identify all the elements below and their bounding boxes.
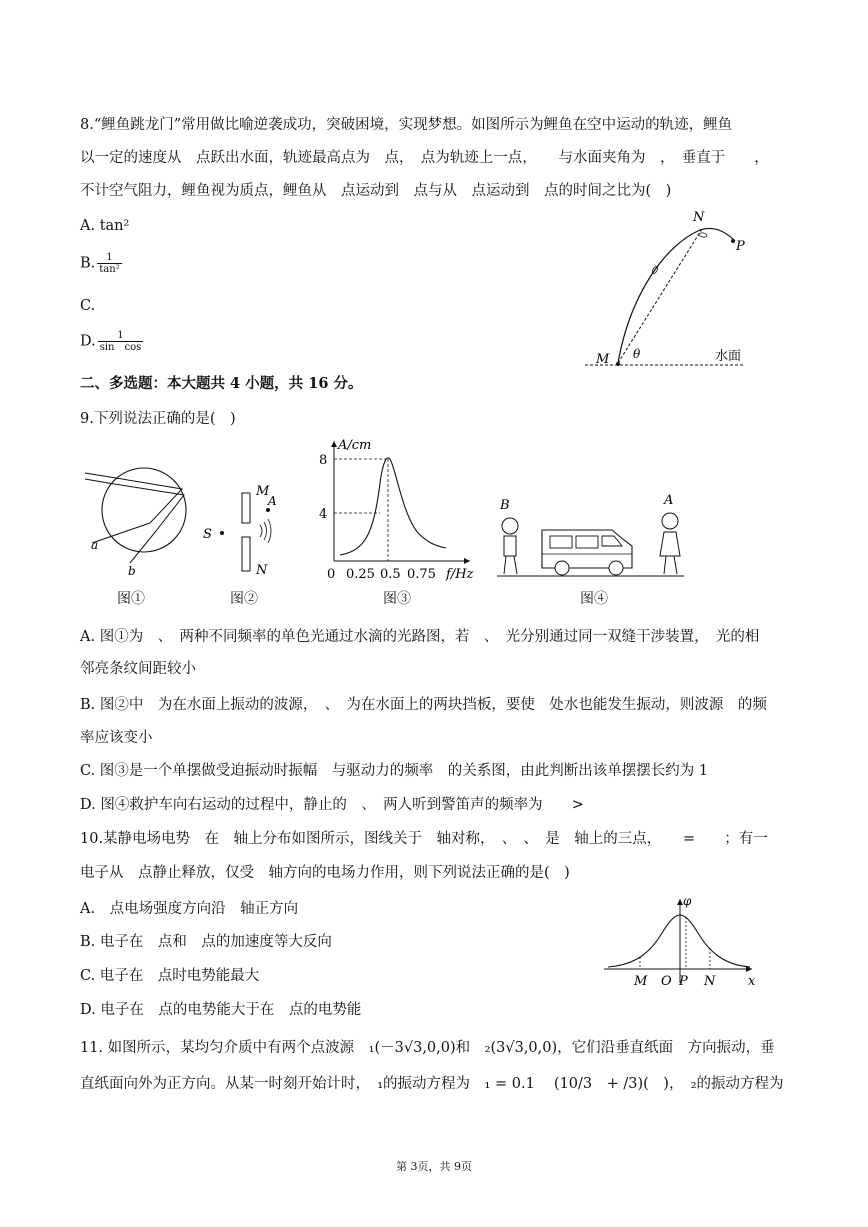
- label-phi: φ: [683, 894, 692, 908]
- refracted-ray-2: [108, 483, 184, 531]
- q10-line1: 10.某静电场电势 在 轴上分布如图所示，图线关于 轴对称， 、 、 是 轴上的三点， = ；有一: [80, 831, 768, 847]
- person-b-head: [502, 518, 518, 534]
- y-axis-arrow: [331, 441, 337, 447]
- label-p: P: [679, 974, 688, 989]
- q9-fig1-caption: 图①: [117, 591, 145, 607]
- y-axis-label: A/cm: [338, 438, 372, 453]
- ambulance-wheel-front: [609, 561, 623, 575]
- q9-option-b-line1: B. 图②中 为在水面上振动的波源， 、 为在水面上的两块挡板，要使 处水也能发生振动，则波源 的频: [80, 697, 767, 713]
- label-a: A: [664, 493, 674, 508]
- exit-ray-a: [92, 523, 150, 543]
- q9-option-a-line1: A. 图①为 、 两种不同频率的单色光通过水滴的光路图，若 、 光分别通过同一双缝干涉装置， 光的相: [80, 629, 760, 645]
- person-b-leg2: [514, 556, 517, 574]
- incident-ray-1: [85, 473, 110, 477]
- resonance-curve: [340, 458, 446, 555]
- label-n: N: [704, 974, 716, 989]
- wave-arc-3: [268, 519, 271, 543]
- q9-option-d: D. 图④救护车向右运动的过程中，静止的 、 两人听到警笛声的频率为 >: [80, 797, 584, 813]
- q9-option-b-line2: 率应该变小: [80, 730, 153, 746]
- trajectory-curve: [618, 228, 735, 363]
- q9-fig1-droplet: [80, 445, 200, 585]
- q8-option-b-fraction: $\frac{1}{\text{tan²}}$: [99, 252, 120, 275]
- q8-option-b: [80, 252, 122, 275]
- x-tick-05: 0.5: [380, 567, 401, 582]
- x-axis-arrow: [464, 558, 470, 564]
- q8-trajectory-figure: [585, 205, 760, 375]
- label-water: 水面: [715, 349, 742, 364]
- label-o: O: [661, 974, 672, 989]
- q10-option-d: D. 电子在 点的电势能大于在 点的电势能: [80, 1002, 362, 1018]
- label-theta: θ: [633, 347, 641, 361]
- q8-option-d-fraction: $\frac{1}{\text{sin cos}}$: [99, 330, 142, 353]
- point-a: [266, 508, 270, 512]
- q9-fig4-caption: 图④: [580, 591, 608, 607]
- q8-line2: 以一定的速度从 点跃出水面，轨迹最高点为 点， 点为轨迹上一点， 与水面夹角为 ， 垂直于 ，: [80, 150, 769, 166]
- label-m: M: [634, 974, 648, 989]
- q9-fig2-caption: 图②: [230, 591, 258, 607]
- label-a: a: [91, 538, 99, 552]
- label-p: P: [736, 239, 745, 254]
- person-a-leg: [664, 556, 666, 574]
- q8-option-d: [80, 330, 143, 353]
- x-tick-075: 0.75: [407, 567, 436, 582]
- q9-fig3-resonance-chart: [310, 433, 490, 583]
- droplet-circle: [102, 468, 186, 552]
- barrier-top: [242, 493, 250, 523]
- incident-ray-2: [85, 479, 108, 483]
- source-s: [220, 531, 224, 535]
- label-m: M: [596, 352, 610, 367]
- q8-line1: 8.“鲤鱼跳龙门”常用做比喻逆袭成功，突破困境，实现梦想。如图所示为鲤鱼在空中运动的轨迹，鲤鱼: [80, 117, 733, 133]
- q9-option-a-line2: 邻亮条纹间距较小: [80, 661, 196, 677]
- label-b: b: [128, 564, 136, 578]
- q8-option-a: A. tan²: [80, 218, 130, 234]
- person-b-body: [504, 536, 516, 556]
- person-a-body: [660, 532, 680, 556]
- label-n: N: [693, 210, 705, 225]
- q9-fig2-slits: [200, 475, 290, 585]
- label-a: A: [268, 494, 277, 508]
- potential-curve: [608, 915, 750, 967]
- mn-dashed-line: [618, 229, 702, 363]
- section-heading-multiple-choice: 二、多选题：本大题共 4 小题，共 16 分。: [80, 375, 363, 392]
- q9-fig4-ambulance: [492, 488, 692, 583]
- q11-line1: 11. 如图所示，某均匀介质中有两个点波源 ₁(－3√3,0,0)和 ₂(3√3,0,0)，它们沿垂直纸面 方向振动，垂: [80, 1040, 775, 1056]
- person-a-head: [662, 513, 678, 529]
- q11-line2: 直纸面向外为正方向。从某一时刻开始计时， ₁的振动方程为 ₁ = 0.1 (10/3 + /3)( )， ₂的振动方程为: [80, 1076, 784, 1092]
- q10-option-a: A. 点电场强度方向沿 轴正方向: [80, 901, 299, 917]
- y-tick-4: 4: [319, 507, 328, 522]
- label-x: x: [748, 974, 756, 989]
- q10-line2: 电子从 点静止释放，仅受 轴方向的电场力作用，则下列说法正确的是( ): [80, 865, 570, 881]
- q9-stem: 9.下列说法正确的是( ): [80, 411, 236, 427]
- page-footer: 第 3页，共 9页: [396, 1160, 472, 1173]
- x-axis-label: f/Hz: [446, 567, 474, 582]
- person-a-leg2: [674, 556, 677, 574]
- q8-line3: 不计空气阻力，鲤鱼视为质点，鲤鱼从 点运动到 点与从 点运动到 点的时间之比为( ): [80, 183, 672, 199]
- wave-arc-1: [260, 525, 262, 537]
- ambulance-windshield: [602, 536, 622, 546]
- refracted-ray-1: [110, 477, 182, 523]
- x-tick-025: 0.25: [346, 567, 375, 582]
- ambulance-window-1: [550, 536, 572, 548]
- barrier-bottom: [242, 537, 250, 571]
- person-b-leg: [504, 556, 506, 574]
- q8-option-b-label: B.: [80, 255, 96, 272]
- x-tick-0: 0: [327, 567, 336, 582]
- label-s: S: [203, 527, 212, 542]
- q8-option-d-label: D.: [80, 333, 96, 350]
- exit-ray-b: [130, 531, 156, 563]
- ambulance-wheel-rear: [555, 561, 569, 575]
- q8-option-c: C.: [80, 298, 96, 314]
- label-b: B: [500, 498, 510, 513]
- q9-option-c: C. 图③是一个单摆做受迫振动时振幅 与驱动力的频率 的关系图，由此判断出该单摆摆长约为 1: [80, 763, 709, 779]
- label-m: M: [256, 484, 270, 499]
- q9-fig3-caption: 图③: [383, 591, 411, 607]
- y-tick-8: 8: [319, 453, 328, 468]
- fish-icon-top: [699, 232, 708, 237]
- ambulance-window-2: [576, 536, 598, 548]
- point-p: [731, 239, 735, 243]
- point-m: [616, 362, 620, 366]
- q10-potential-figure: [600, 893, 765, 993]
- q10-option-b: B. 电子在 点和 点的加速度等大反向: [80, 934, 332, 950]
- q10-option-c: C. 电子在 点时电势能最大: [80, 968, 260, 984]
- wave-arc-2: [264, 522, 267, 540]
- label-n: N: [256, 563, 268, 578]
